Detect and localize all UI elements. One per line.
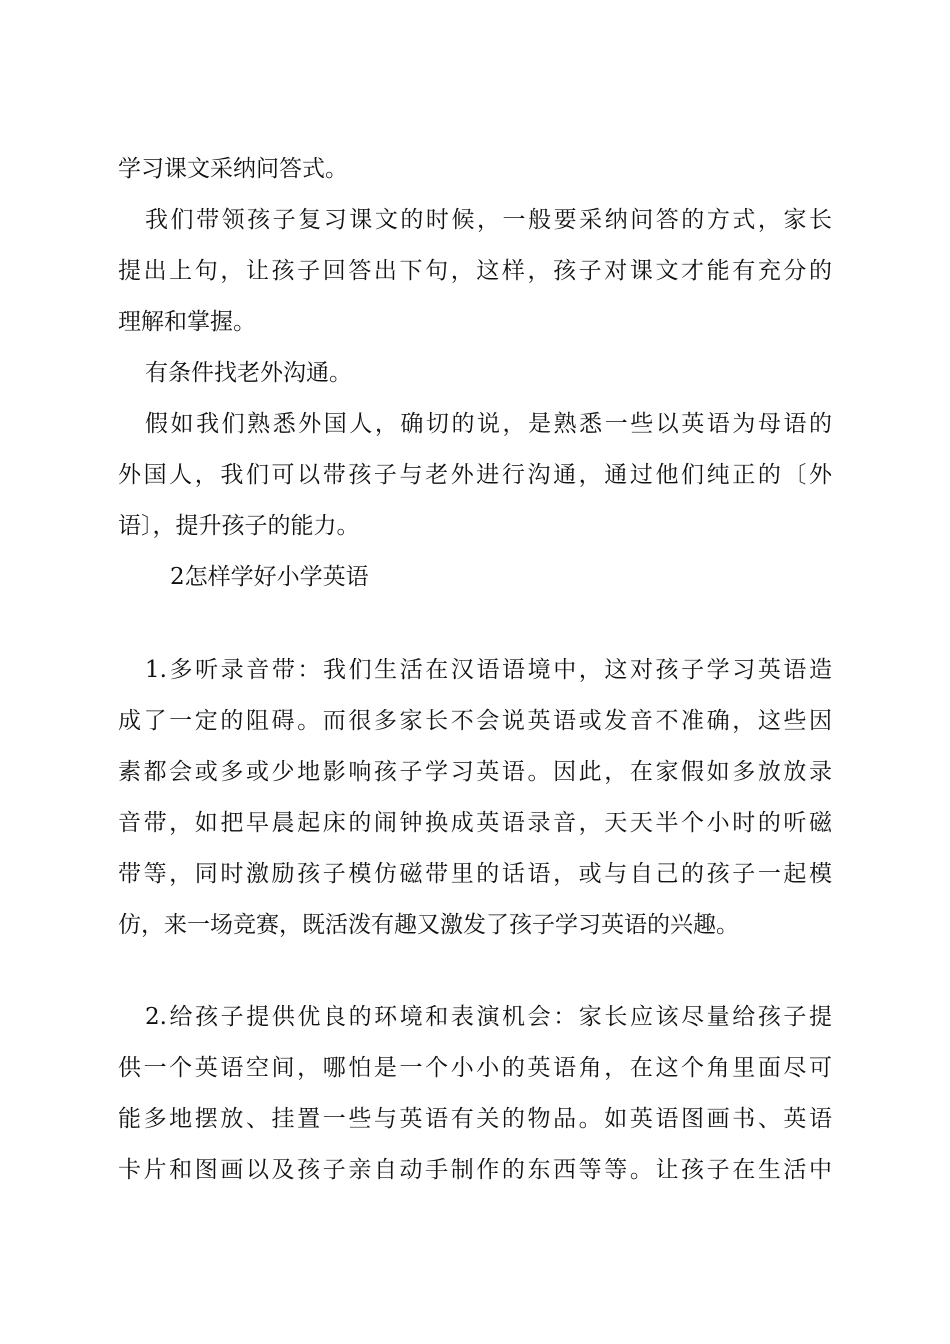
list-item-line: 2.给孩子提供优良的环境和表演机会：家长应该尽量给孩子提	[145, 1004, 832, 1030]
list-item-line: 素都会或多或少地影响孩子学习英语。因此，在家假如多放放录	[118, 759, 832, 785]
list-item-line: 音带，如把早晨起床的闹钟换成英语录音，天天半个小时的听磁	[118, 810, 832, 836]
list-item-line: 供一个英语空间，哪怕是一个小小的英语角，在这个角里面尽可	[118, 1055, 832, 1081]
list-item-line: 仿，来一场竞赛，既活泼有趣又激发了孩子学习英语的兴趣。	[118, 912, 739, 938]
list-item-line: 成了一定的阻碍。而很多家长不会说英语或发音不准确，这些因	[118, 708, 832, 734]
heading-question-answer: 学习课文采纳问答式。	[118, 156, 348, 182]
paragraph-line: 我们带领孩子复习课文的时候，一般要采纳问答的方式，家长	[145, 207, 832, 233]
list-item-line: 卡片和图画以及孩子亲自动手制作的东西等等。让孩子在生活中	[118, 1157, 832, 1183]
heading-foreigner-communication: 有条件找老外沟通。	[145, 360, 352, 386]
paragraph-line: 语〕，提升孩子的能力。	[118, 513, 360, 539]
paragraph-line: 提出上句，让孩子回答出下句，这样，孩子对课文才能有充分的	[118, 258, 832, 284]
section-title: 2怎样学好小学英语	[170, 564, 369, 590]
list-item-line: 能多地摆放、挂置一些与英语有关的物品。如英语图画书、英语	[118, 1106, 832, 1132]
paragraph-line: 外国人，我们可以带孩子与老外进行沟通，通过他们纯正的〔外	[118, 462, 832, 488]
paragraph-line: 理解和掌握。	[118, 309, 256, 335]
list-item-line: 1.多听录音带：我们生活在汉语语境中，这对孩子学习英语造	[145, 657, 832, 683]
paragraph-line: 假如我们熟悉外国人，确切的说，是熟悉一些以英语为母语的	[145, 411, 832, 437]
list-item-line: 带等，同时激励孩子模仿磁带里的话语，或与自己的孩子一起模	[118, 861, 832, 887]
